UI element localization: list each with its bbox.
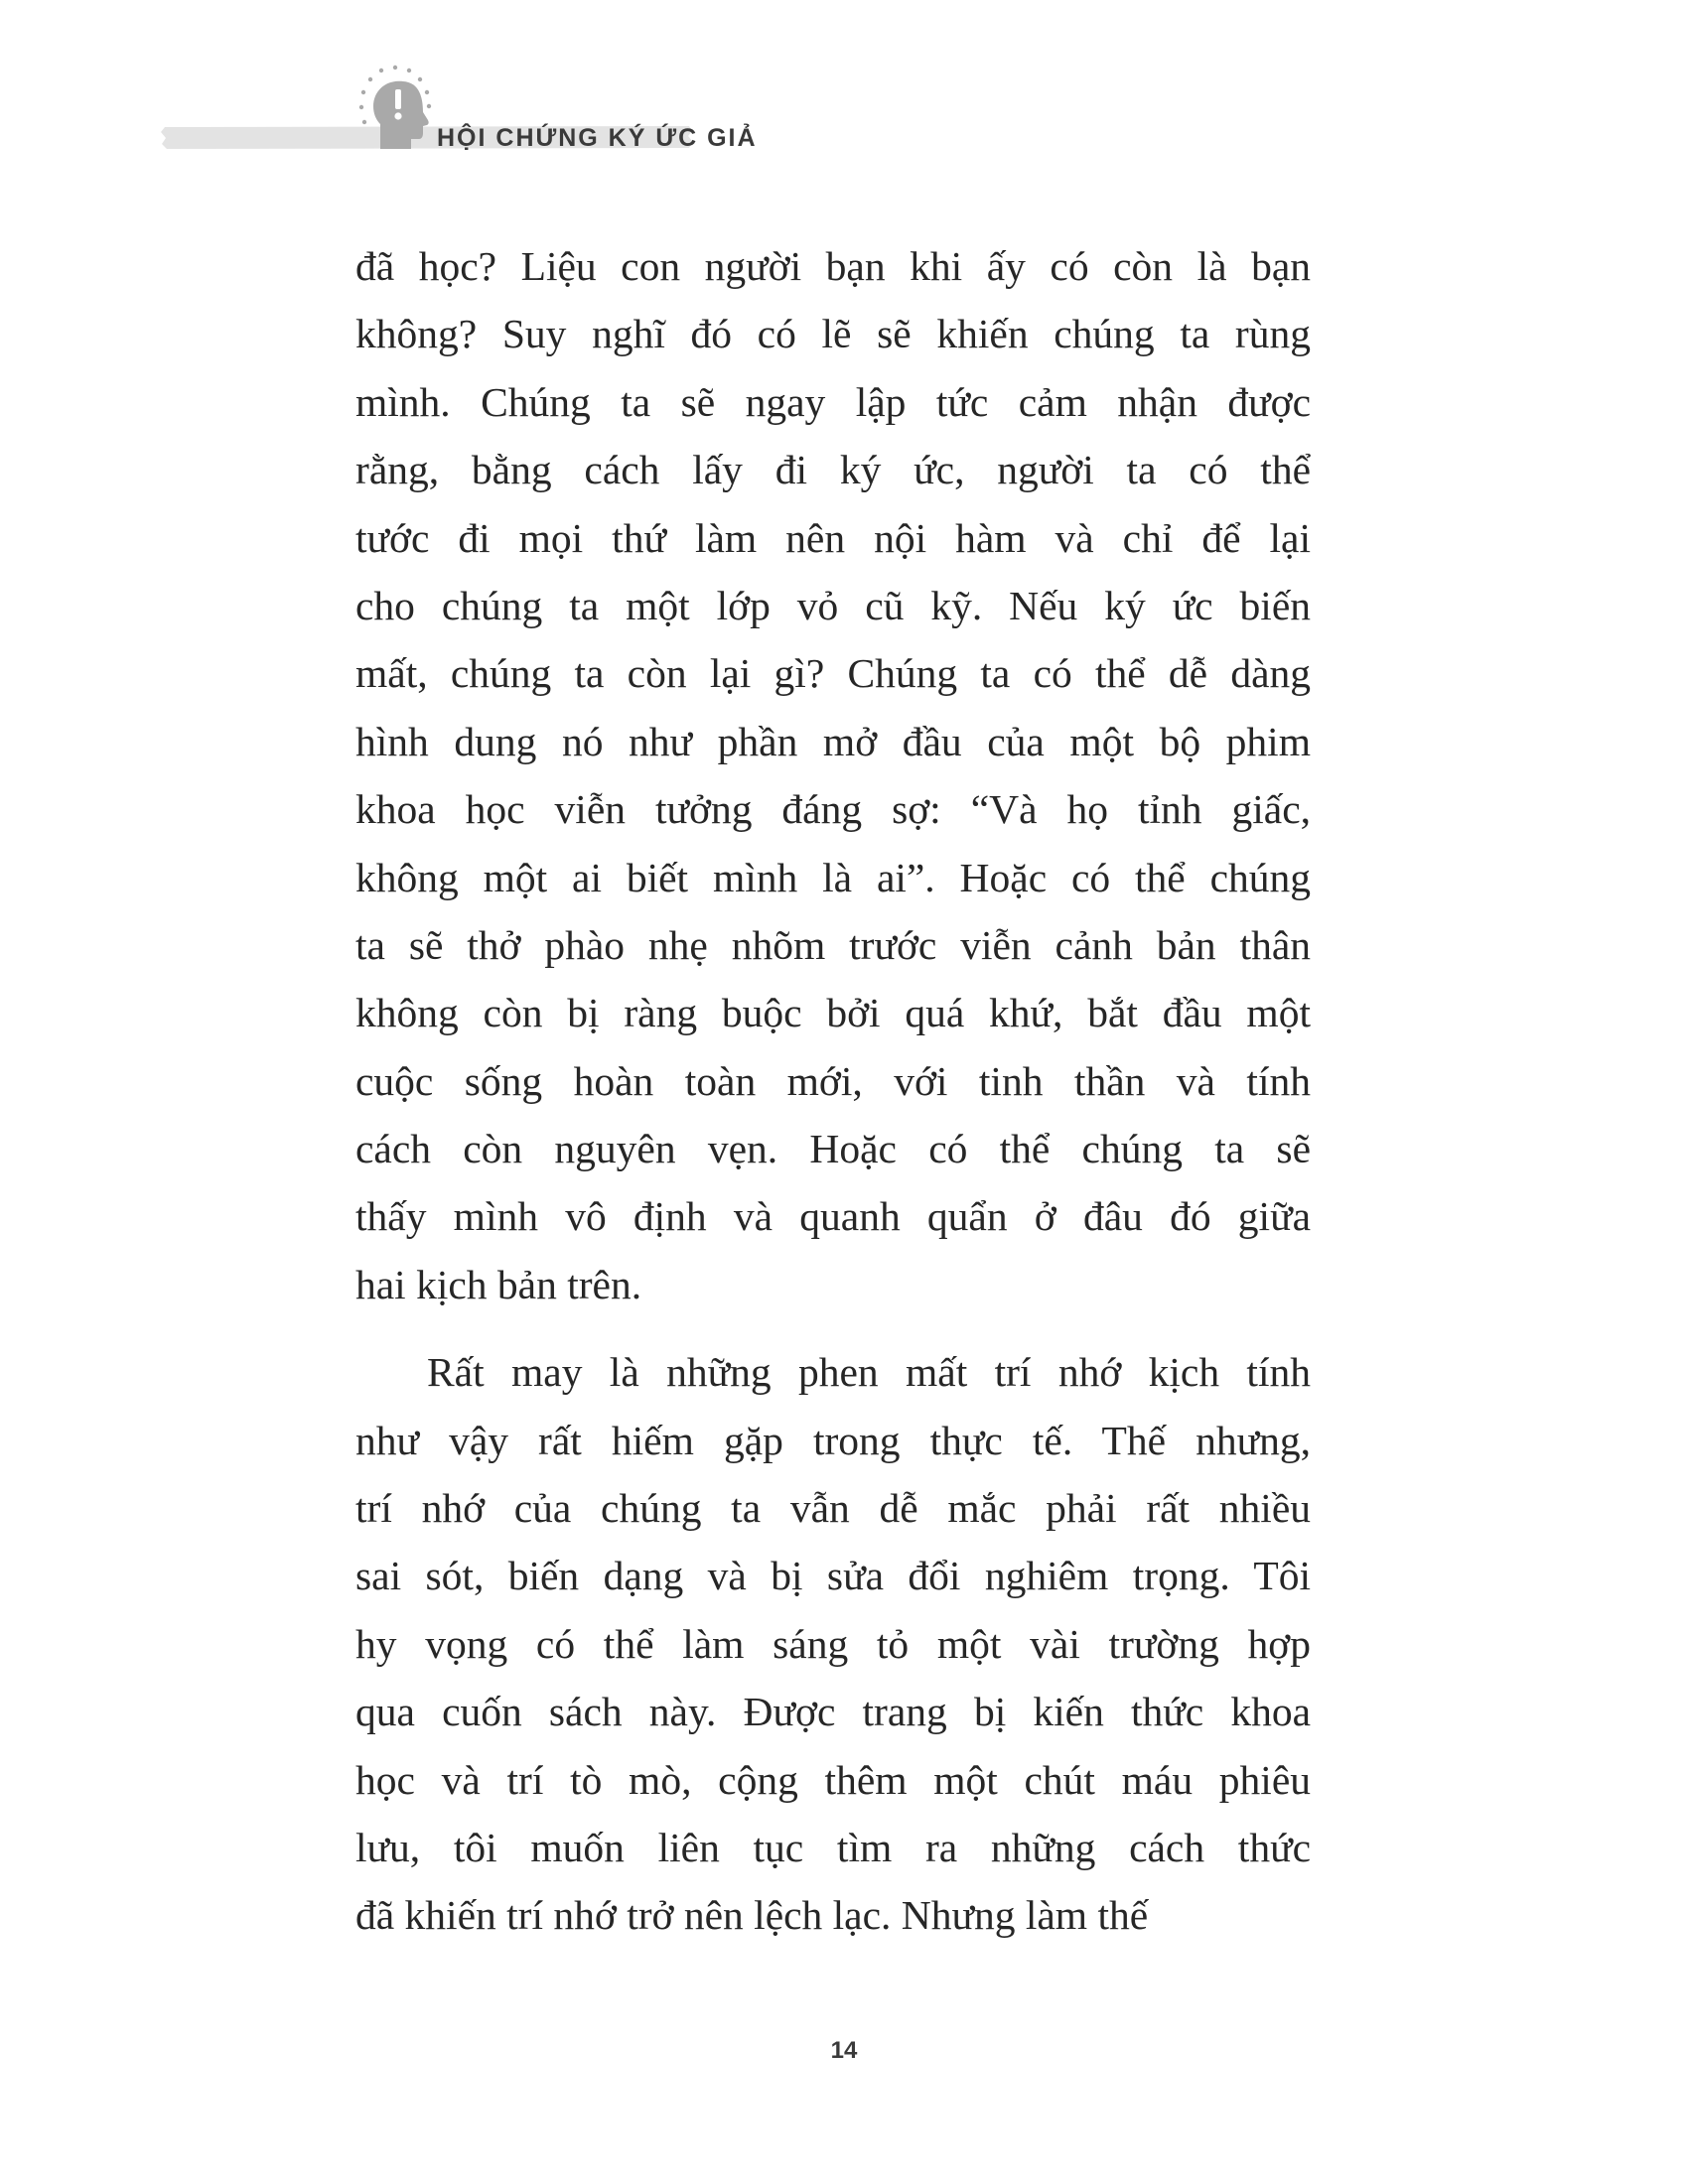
text-line: không còn bị ràng buộc bởi quá khứ, bắt đầu một	[355, 990, 1311, 1036]
text-line: qua cuốn sách này. Được trang bị kiến thức khoa	[355, 1689, 1311, 1735]
head-exclamation-icon	[346, 60, 445, 159]
text-line: cuộc sống hoàn toàn mới, với tinh thần và tính	[355, 1057, 1311, 1104]
text-line: hy vọng có thể làm sáng tỏ một vài trường hợp	[355, 1620, 1311, 1667]
text-line: tước đi mọi thứ làm nên nội hàm và chỉ để lại	[355, 514, 1311, 561]
text-line: rằng, bằng cách lấy đi ký ức, người ta có thể	[355, 447, 1311, 493]
text-line: không? Suy nghĩ đó có lẽ sẽ khiến chúng ta rùng	[355, 311, 1311, 357]
running-header	[0, 0, 1688, 199]
text-line: lưu, tôi muốn liên tục tìm ra những cách thức	[355, 1824, 1311, 1870]
body-text	[355, 232, 1311, 1950]
text-line: cho chúng ta một lớp vỏ cũ kỹ. Nếu ký ức biến	[355, 582, 1311, 628]
text-line: đã khiến trí nhớ trở nên lệch lạc. Nhưng làm thế	[355, 1892, 1149, 1939]
text-line: cách còn nguyên vẹn. Hoặc có thể chúng ta sẽ	[355, 1126, 1311, 1172]
text-line: mình. Chúng ta sẽ ngay lập tức cảm nhận được	[355, 378, 1311, 425]
text-line: trí nhớ của chúng ta vẫn dễ mắc phải rất nhiều	[355, 1485, 1311, 1532]
text-line: đã học? Liệu con người bạn khi ấy có còn là bạn	[355, 243, 1311, 289]
text-line: Rất may là những phen mất trí nhớ kịch tính	[427, 1349, 1311, 1396]
page-number: 14	[830, 2037, 858, 2064]
text-line: thấy mình vô định và quanh quẩn ở đâu đó giữa	[355, 1193, 1311, 1240]
text-line: sai sót, biến dạng và bị sửa đổi nghiêm trọng. Tôi	[355, 1553, 1311, 1599]
text-line: hình dung nó như phần mở đầu của một bộ phim	[355, 718, 1311, 764]
paragraph	[355, 232, 1311, 1318]
text-line: ta sẽ thở phào nhẹ nhõm trước viễn cảnh bản thân	[355, 921, 1311, 968]
text-line: mất, chúng ta còn lại gì? Chúng ta có thể dễ dàng	[355, 650, 1311, 697]
text-line: khoa học viễn tưởng đáng sợ: “Và họ tỉnh giấc,	[355, 786, 1311, 833]
text-line: hai kịch bản trên.	[355, 1261, 642, 1307]
text-line: như vậy rất hiếm gặp trong thực tế. Thế nhưng,	[355, 1417, 1311, 1463]
paragraph	[355, 1338, 1311, 1950]
running-title: HỘI CHỨNG KÝ ỨC GIẢ	[437, 124, 758, 152]
text-line: học và trí tò mò, cộng thêm một chút máu phiêu	[355, 1756, 1311, 1803]
text-line: không một ai biết mình là ai”. Hoặc có thể chúng	[355, 854, 1311, 900]
